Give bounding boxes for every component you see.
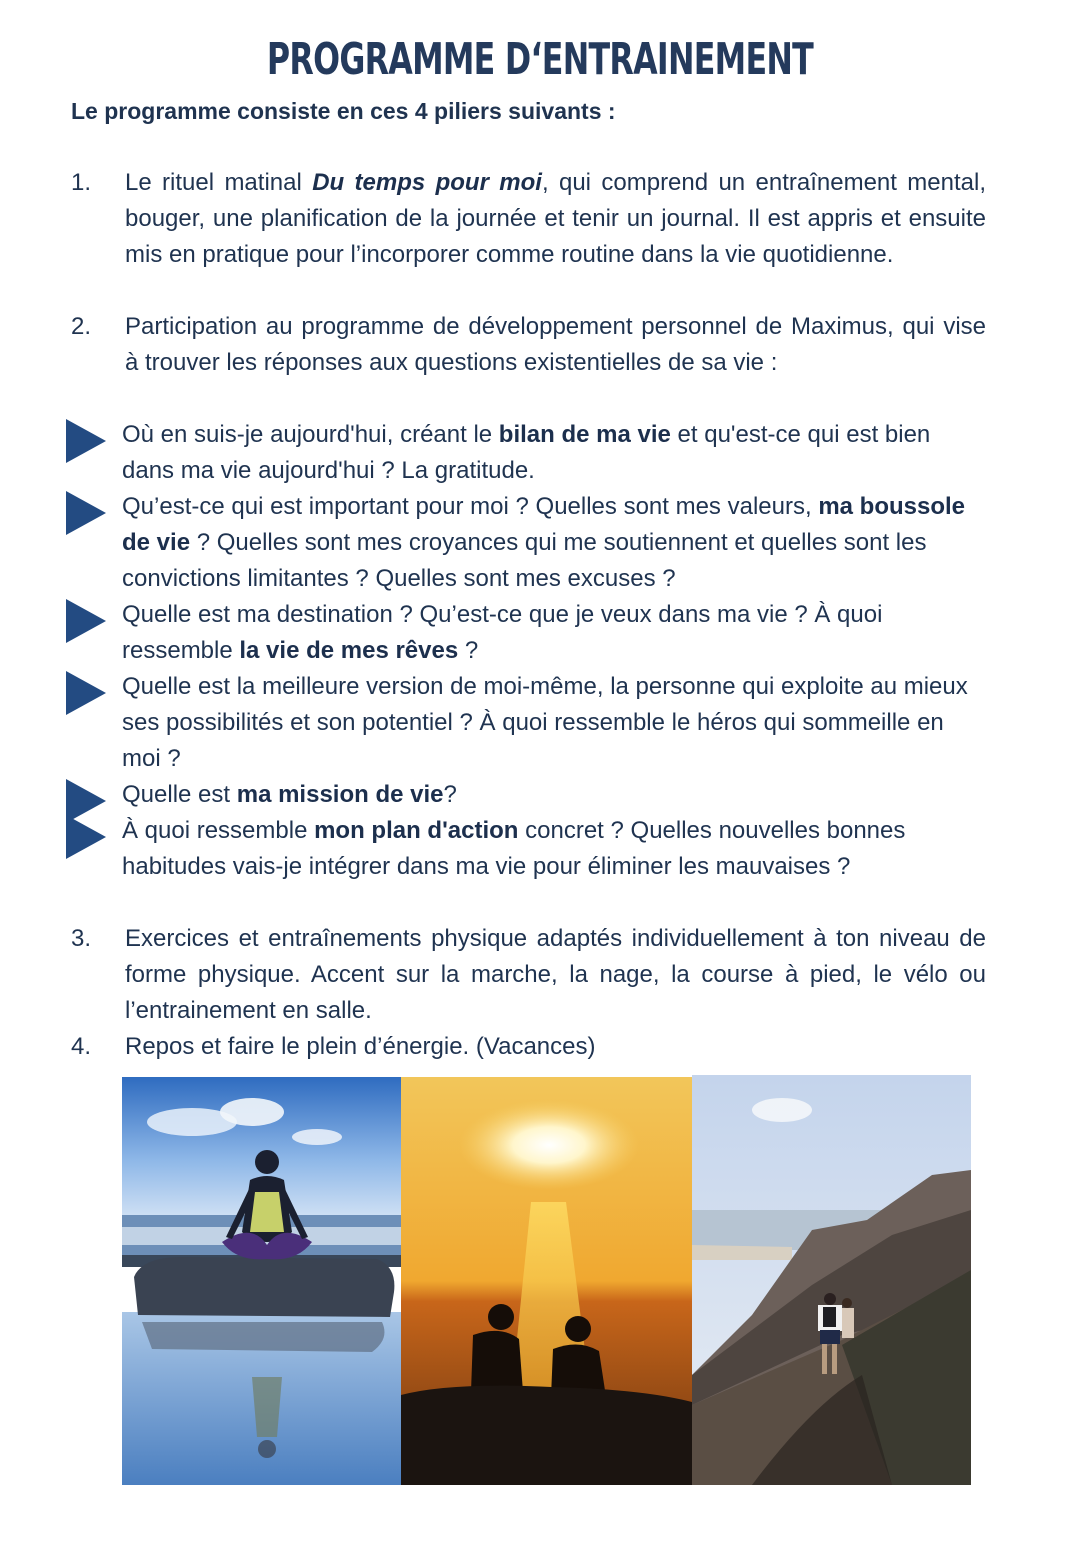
list-item-2: 2. Participation au programme de développement personnel de Maximus, qui vise à trouver les réponses aux questions existentielles de sa vie : bbox=[71, 309, 986, 381]
triangle-bullet-icon bbox=[66, 491, 106, 535]
bullet-item: À quoi ressemble mon plan d'action concret ? Quelles nouvelles bonnes habitudes vais-je intégrer dans ma vie pour éliminer les mauvaises ? bbox=[66, 813, 986, 885]
page-title: PROGRAMME D‘ENTRAINEMENT bbox=[266, 34, 814, 85]
triangle-bullet-icon bbox=[66, 671, 106, 715]
intro-text: Le programme consiste en ces 4 piliers suivants : bbox=[71, 98, 616, 124]
bullet-item: Quelle est ma destination ? Qu’est-ce que je veux dans ma vie ? À quoi ressemble la vie de mes rêves ? bbox=[66, 597, 986, 669]
triangle-bullet-icon bbox=[66, 815, 106, 859]
sunset-photo bbox=[401, 1077, 692, 1485]
bullet-item: Quelle est ma mission de vie? bbox=[66, 777, 986, 813]
bullet-item: Qu’est-ce qui est important pour moi ? Quelles sont mes valeurs, ma boussole de vie ? Quelles sont mes croyances qui me soutiennent et quelles sont les convictions limitantes ? Quelles sont mes excuses ? bbox=[66, 489, 986, 597]
item-number: 2. bbox=[71, 313, 92, 340]
triangle-bullet-icon bbox=[66, 419, 106, 463]
item-number: 4. bbox=[71, 1033, 92, 1060]
triangle-bullet-icon bbox=[66, 599, 106, 643]
emphasis-text: Du temps pour moi bbox=[312, 169, 542, 196]
list-item-3: 3. Exercices et entraînements physique adaptés individuellement à ton niveau de forme physique. Accent sur la marche, la nage, la course à pied, le vélo ou l’entrainement en salle. bbox=[71, 921, 986, 1029]
item-number: 1. bbox=[71, 169, 92, 196]
photo-strip bbox=[122, 1075, 971, 1485]
bullet-item: Où en suis-je aujourd'hui, créant le bilan de ma vie et qu'est-ce qui est bien dans ma vie aujourd'hui ? La gratitude. bbox=[66, 417, 986, 489]
meditation-photo bbox=[122, 1077, 401, 1485]
hiking-photo bbox=[692, 1075, 971, 1485]
list-item-4: 4. Repos et faire le plein d’énergie. (Vacances) bbox=[71, 1029, 986, 1065]
bullet-item: Quelle est la meilleure version de moi-même, la personne qui exploite au mieux ses possibilités et son potentiel ? À quoi ressemble le héros qui sommeille en moi ? bbox=[66, 669, 986, 777]
list-item-1: 1. Le rituel matinal Du temps pour moi, qui comprend un entraînement mental, bouger, une planification de la journée et tenir un journal. Il est appris et ensuite mis en pratique pour l’incorporer comme routine dans la vie quotidienne. bbox=[71, 165, 986, 273]
item-number: 3. bbox=[71, 925, 92, 952]
